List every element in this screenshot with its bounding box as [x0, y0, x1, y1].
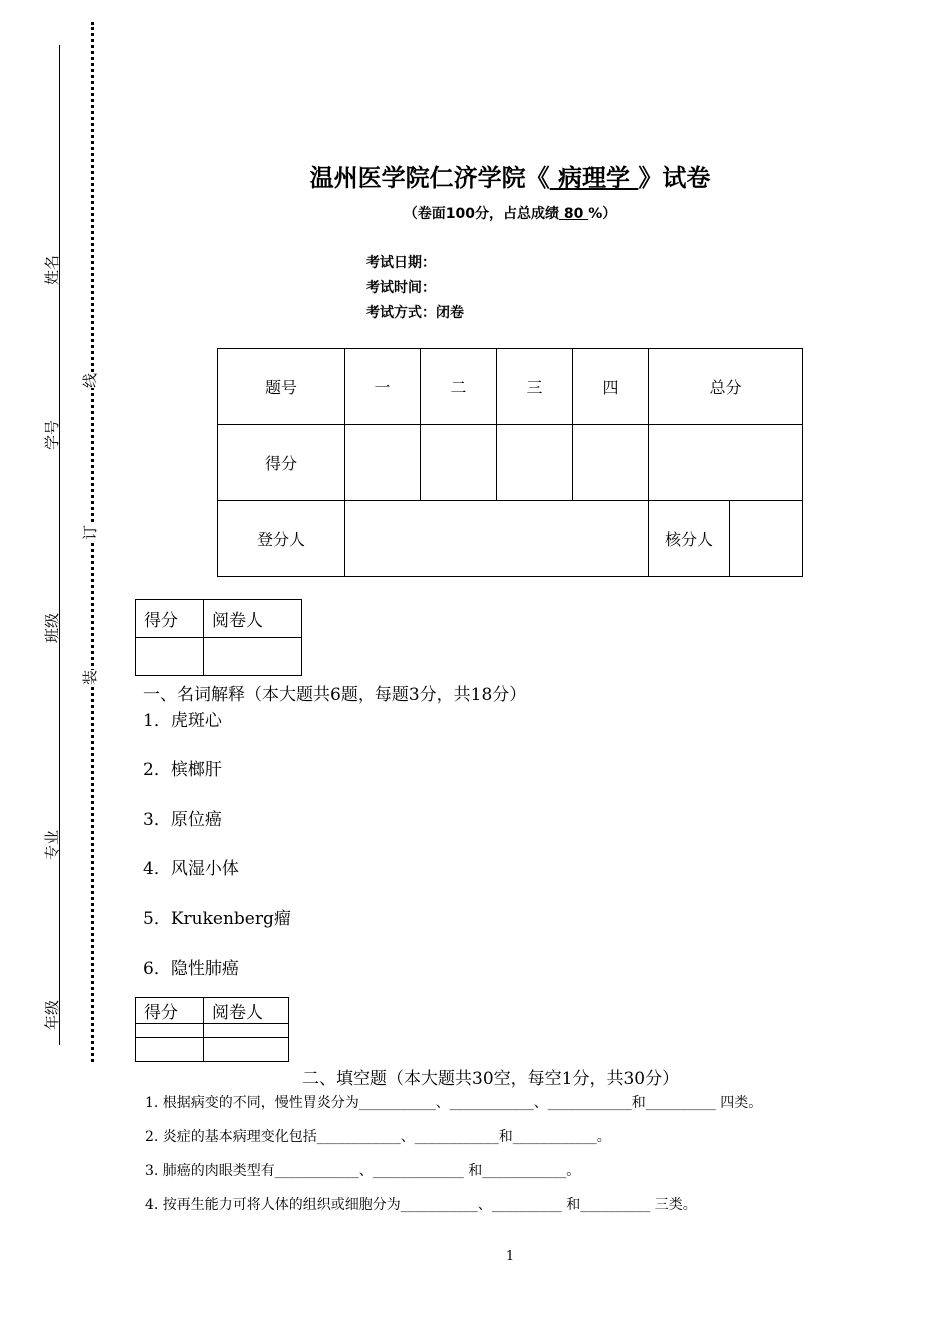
recorder-cell[interactable]	[345, 501, 649, 577]
term-item-1: 1．虎斑心	[143, 711, 222, 731]
exam-date: 考试日期：	[366, 255, 436, 271]
header-part-1: 一	[345, 349, 421, 425]
grader-box-1	[135, 599, 302, 676]
grader-score-label: 得分	[136, 600, 204, 638]
section2-heading: 二、填空题（本大题共30空，每空1分，共30分）	[302, 1069, 680, 1089]
exam-mode: 考试方式：闭卷	[366, 305, 464, 321]
margin-field-major: 专业	[43, 829, 61, 860]
score-cell-2[interactable]	[421, 425, 497, 501]
grader-reviewer-cell[interactable]	[204, 638, 302, 676]
grader2-mid-cell-b	[204, 1024, 289, 1038]
term-item-3: 3．原位癌	[143, 810, 222, 830]
score-cell-total[interactable]	[649, 425, 803, 501]
term-item-6: 6．隐性肺癌	[143, 959, 239, 979]
fill-item-3: 3. 肺癌的肉眼类型有____________、_____________ 和____________。	[145, 1163, 581, 1179]
fill-item-1: 1. 根据病变的不同，慢性胃炎分为___________、____________、____________和__________ 四类。	[145, 1095, 763, 1111]
title-prefix: 温州医学院仁济学院《	[309, 164, 550, 192]
margin-field-class: 班级	[43, 612, 61, 643]
grader2-reviewer-label: 阅卷人	[204, 998, 289, 1024]
grader2-mid-cell-a	[136, 1024, 204, 1038]
title-suffix: 》试卷	[638, 164, 711, 192]
fill-item-4: 4. 按再生能力可将人体的组织或细胞分为___________、__________ 和__________ 三类。	[145, 1197, 697, 1213]
checker-cell[interactable]	[730, 501, 803, 577]
score-row-label: 得分	[218, 425, 345, 501]
header-total: 总分	[649, 349, 803, 425]
grader-reviewer-label: 阅卷人	[204, 600, 302, 638]
grader-box-2	[135, 997, 289, 1062]
recorder-label: 登分人	[218, 501, 345, 577]
section1-heading: 一、名词解释（本大题共6题，每题3分，共18分）	[143, 685, 527, 705]
term-item-4: 4．风湿小体	[143, 859, 239, 879]
score-cell-3[interactable]	[497, 425, 573, 501]
checker-label: 核分人	[649, 501, 730, 577]
term-item-5: 5．Krukenberg瘤	[143, 909, 291, 929]
course-name: 病理学	[549, 164, 639, 192]
exam-title	[0, 158, 950, 193]
header-part-3: 三	[497, 349, 573, 425]
grader2-reviewer-cell[interactable]	[204, 1038, 289, 1062]
margin-mark-line: 线	[77, 373, 102, 388]
margin-mark-bind: 订	[77, 525, 102, 540]
margin-mark-staple: 装	[77, 670, 102, 685]
exam-time: 考试时间：	[366, 280, 436, 296]
grader-score-cell[interactable]	[136, 638, 204, 676]
margin-field-id: 学号	[43, 419, 61, 450]
grader2-score-cell[interactable]	[136, 1038, 204, 1062]
subtitle-suffix: %）	[588, 206, 617, 222]
margin-field-name: 姓名	[43, 254, 61, 285]
header-part-2: 二	[421, 349, 497, 425]
header-part-4: 四	[573, 349, 649, 425]
header-question-no: 题号	[218, 349, 345, 425]
page-number: 1	[505, 1249, 515, 1264]
score-cell-4[interactable]	[573, 425, 649, 501]
margin-line	[59, 45, 60, 1045]
subtitle-prefix: （卷面100分，占总成绩	[403, 206, 559, 222]
score-table	[217, 348, 803, 577]
term-item-2: 2．槟榔肝	[143, 760, 222, 780]
score-percent: 80	[558, 206, 589, 222]
score-cell-1[interactable]	[345, 425, 421, 501]
exam-subtitle	[0, 203, 950, 223]
margin-field-grade: 年级	[43, 999, 61, 1030]
fill-item-2: 2. 炎症的基本病理变化包括____________、____________和____________。	[145, 1129, 611, 1145]
grader2-score-label: 得分	[136, 998, 204, 1024]
